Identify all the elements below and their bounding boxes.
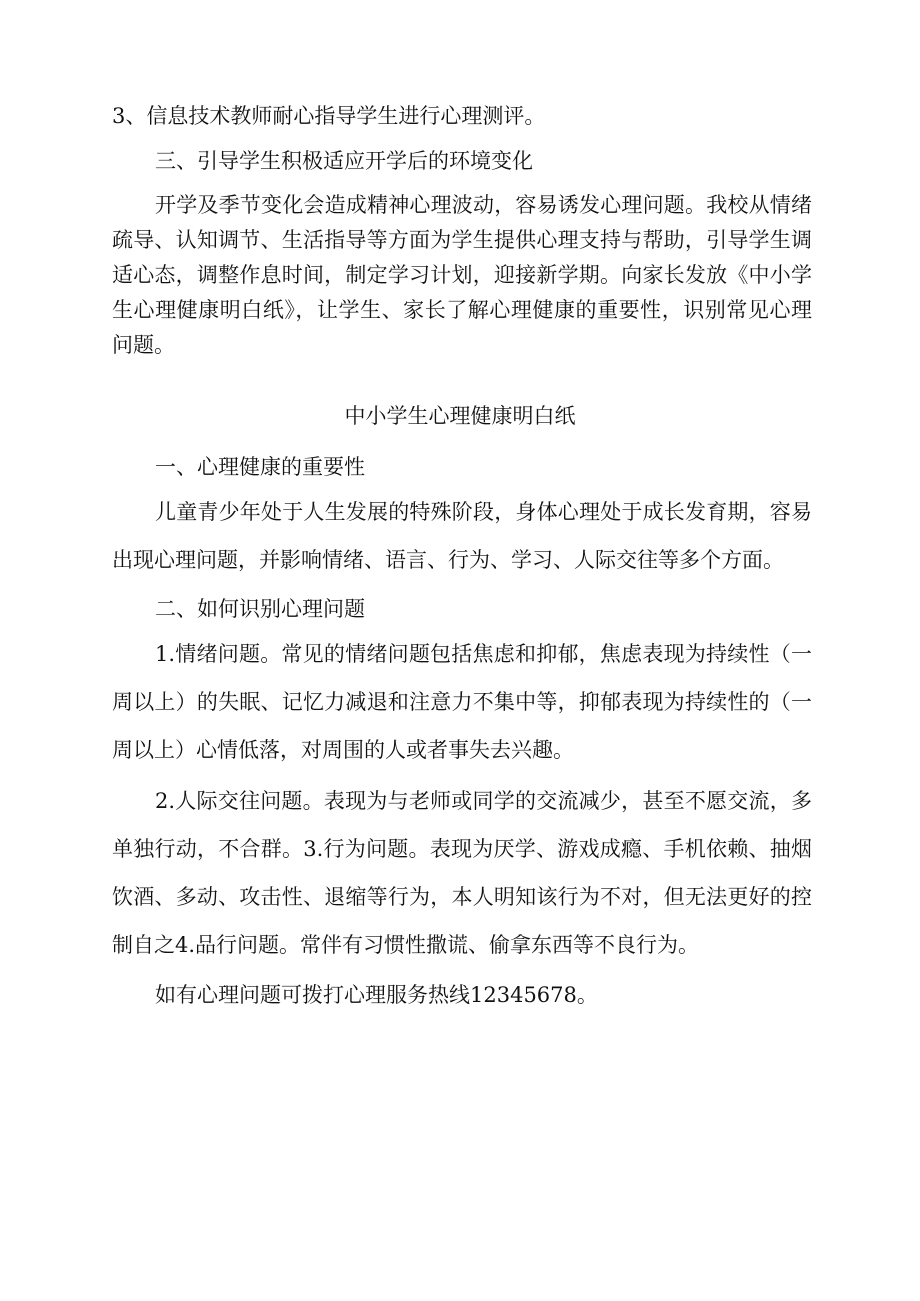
leaflet-para-behavior: 2.人际交往问题。表现为与老师或同学的交流减少，甚至不愿交流，多单独行动，不合群。3.行为问题。表现为厌学、游戏成瘾、手机依赖、抽烟饮酒、多动、攻击性、退缩等行为，本人明知该行为不对，但无法更好的控制自之4.品行问题。常伴有习惯性撒谎、偷拿东西等不良行为。 [112,789,812,957]
leaflet-hotline: 如有心理问题可拨打心理服务热线12345678。 [155,983,598,1007]
section-3-heading: 三、引导学生积极适应开学后的环境变化 [155,149,533,173]
leaflet-heading-identify: 二、如何识别心理问题 [155,597,365,621]
section-3-body: 开学及季节变化会造成精神心理波动，容易诱发心理问题。我校从情绪疏导、认知调节、生活指导等方面为学生提供心理支持与帮助，引导学生调适心态，调整作息时间，制定学习计划，迎接新学期。向家长发放《中小学生心理健康明白纸》，让学生、家长了解心理健康的重要性，识别常见心理问题。 [112,193,812,357]
leaflet-title: 中小学生心理健康明白纸 [344,404,576,428]
item-3-text: 3、信息技术教师耐心指导学生进行心理测评。 [112,104,546,128]
leaflet-heading-importance: 一、心理健康的重要性 [155,455,365,479]
leaflet-para-importance: 儿童青少年处于人生发展的特殊阶段，身体心理处于成长发育期，容易出现心理问题，并影响情绪、语言、行为、学习、人际交往等多个方面。 [112,500,812,572]
leaflet-para-emotion: 1.情绪问题。常见的情绪问题包括焦虑和抑郁，焦虑表现为持续性（一周以上）的失眠、记忆力减退和注意力不集中等，抑郁表现为持续性的（一周以上）心情低落，对周围的人或者事失去兴趣。 [112,642,812,762]
